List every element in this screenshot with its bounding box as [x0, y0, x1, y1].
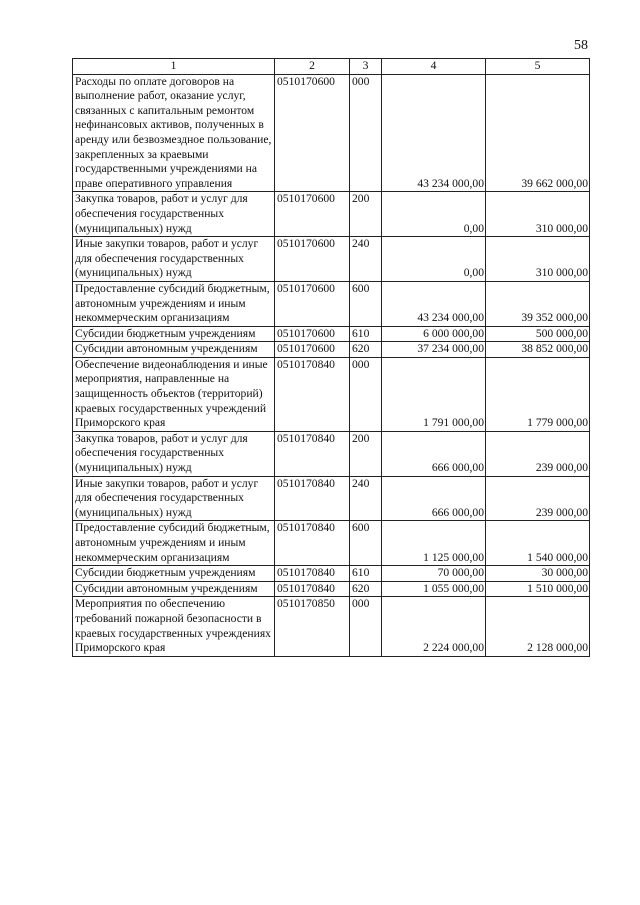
row-amount-year-1: 666 000,00	[382, 476, 486, 521]
row-name: Расходы по оплате договоров на выполнение работ, оказание услуг, связанных с капитальным ремонтом нефинансовых активов, полученных в аренду или безвозмездное пользование, закрепленных за краевыми государственными учреждениями на праве оперативного управления	[73, 74, 275, 192]
row-amount-year-2: 1 779 000,00	[486, 357, 590, 431]
row-name: Закупка товаров, работ и услуг для обеспечения государственных (муниципальных) нужд	[73, 192, 275, 237]
row-amount-year-2: 239 000,00	[486, 431, 590, 476]
row-expense-type: 000	[350, 74, 382, 192]
table-row	[73, 192, 590, 237]
row-target-code: 0510170840	[275, 476, 350, 521]
row-target-code: 0510170600	[275, 192, 350, 237]
row-target-code: 0510170840	[275, 357, 350, 431]
row-amount-year-2: 39 352 000,00	[486, 281, 590, 326]
table-body	[73, 74, 590, 656]
row-amount-year-1: 43 234 000,00	[382, 281, 486, 326]
row-name: Предоставление субсидий бюджетным, автономным учреждениям и иным некоммерческим организациям	[73, 521, 275, 566]
table-row	[73, 281, 590, 326]
row-amount-year-2: 310 000,00	[486, 237, 590, 282]
row-name: Субсидии бюджетным учреждениям	[73, 326, 275, 342]
row-name: Обеспечение видеонаблюдения и иные мероприятия, направленные на защищенность объектов (территорий) краевых государственных учреждений Приморского края	[73, 357, 275, 431]
table-row	[73, 357, 590, 431]
row-name: Субсидии автономным учреждениям	[73, 342, 275, 358]
row-amount-year-2: 310 000,00	[486, 192, 590, 237]
row-amount-year-1: 37 234 000,00	[382, 342, 486, 358]
table-row	[73, 342, 590, 358]
row-expense-type: 000	[350, 357, 382, 431]
row-name: Закупка товаров, работ и услуг для обеспечения государственных (муниципальных) нужд	[73, 431, 275, 476]
row-amount-year-2: 1 540 000,00	[486, 521, 590, 566]
row-amount-year-1: 1 125 000,00	[382, 521, 486, 566]
row-expense-type: 610	[350, 326, 382, 342]
row-amount-year-1: 0,00	[382, 192, 486, 237]
row-target-code: 0510170600	[275, 281, 350, 326]
row-target-code: 0510170840	[275, 431, 350, 476]
row-expense-type: 200	[350, 431, 382, 476]
table-row	[73, 476, 590, 521]
row-expense-type: 240	[350, 476, 382, 521]
row-name: Мероприятия по обеспечению требований пожарной безопасности в краевых государственных учреждениях Приморского края	[73, 597, 275, 656]
row-expense-type: 620	[350, 342, 382, 358]
row-name: Предоставление субсидий бюджетным, автономным учреждениям и иным некоммерческим организациям	[73, 281, 275, 326]
page-number: 58	[574, 38, 588, 53]
row-expense-type: 620	[350, 581, 382, 597]
row-expense-type: 600	[350, 521, 382, 566]
row-amount-year-1: 1 791 000,00	[382, 357, 486, 431]
row-target-code: 0510170850	[275, 597, 350, 656]
row-amount-year-2: 2 128 000,00	[486, 597, 590, 656]
table-row	[73, 566, 590, 582]
row-target-code: 0510170600	[275, 237, 350, 282]
row-target-code: 0510170600	[275, 74, 350, 192]
row-name: Субсидии автономным учреждениям	[73, 581, 275, 597]
row-expense-type: 000	[350, 597, 382, 656]
row-amount-year-2: 500 000,00	[486, 326, 590, 342]
budget-table	[72, 58, 590, 657]
table-row	[73, 521, 590, 566]
row-expense-type: 610	[350, 566, 382, 582]
row-amount-year-1: 2 224 000,00	[382, 597, 486, 656]
header-col-5: 5	[486, 59, 590, 75]
row-name: Иные закупки товаров, работ и услуг для обеспечения государственных (муниципальных) нужд	[73, 237, 275, 282]
row-amount-year-2: 39 662 000,00	[486, 74, 590, 192]
table-row	[73, 597, 590, 656]
header-col-2: 2	[275, 59, 350, 75]
header-col-4: 4	[382, 59, 486, 75]
row-target-code: 0510170840	[275, 566, 350, 582]
row-amount-year-1: 1 055 000,00	[382, 581, 486, 597]
row-expense-type: 240	[350, 237, 382, 282]
table-row	[73, 581, 590, 597]
row-expense-type: 600	[350, 281, 382, 326]
row-name: Иные закупки товаров, работ и услуг для обеспечения государственных (муниципальных) нужд	[73, 476, 275, 521]
header-col-3: 3	[350, 59, 382, 75]
row-amount-year-1: 666 000,00	[382, 431, 486, 476]
row-target-code: 0510170840	[275, 521, 350, 566]
row-amount-year-1: 0,00	[382, 237, 486, 282]
row-amount-year-1: 70 000,00	[382, 566, 486, 582]
table-row	[73, 74, 590, 192]
table-row	[73, 431, 590, 476]
row-name: Субсидии бюджетным учреждениям	[73, 566, 275, 582]
row-expense-type: 200	[350, 192, 382, 237]
table-row	[73, 237, 590, 282]
row-target-code: 0510170600	[275, 342, 350, 358]
row-amount-year-1: 43 234 000,00	[382, 74, 486, 192]
row-amount-year-2: 1 510 000,00	[486, 581, 590, 597]
row-amount-year-2: 38 852 000,00	[486, 342, 590, 358]
row-amount-year-1: 6 000 000,00	[382, 326, 486, 342]
header-row	[73, 59, 590, 75]
row-amount-year-2: 239 000,00	[486, 476, 590, 521]
row-target-code: 0510170600	[275, 326, 350, 342]
table-row	[73, 326, 590, 342]
header-col-1: 1	[73, 59, 275, 75]
row-amount-year-2: 30 000,00	[486, 566, 590, 582]
row-target-code: 0510170840	[275, 581, 350, 597]
